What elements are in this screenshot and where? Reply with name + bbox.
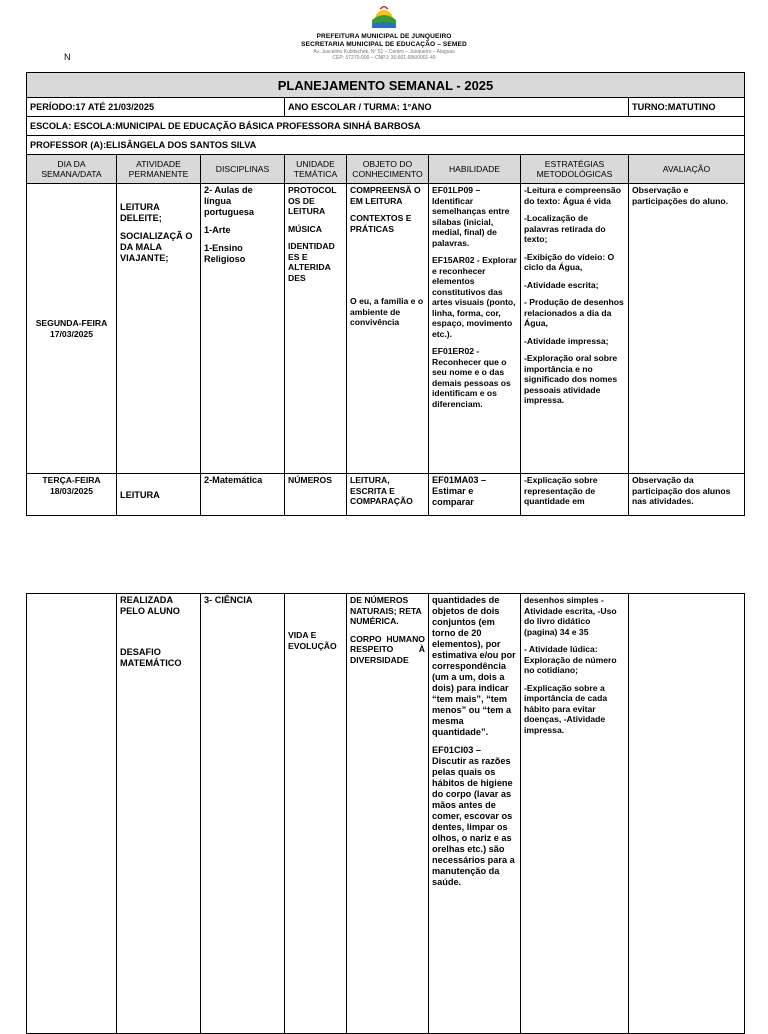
skill-item: EF01CI03 – Discutir as razões pelas quais os hábitos de higiene do corpo (lavar as mãos antes de comer, escovar os dentes, limpar os olhos, o nariz e as orelhas etc.) são necessários para a manutenção da saúde. [432,745,515,887]
day-cell: SEGUNDA-FEIRA 17/03/2025 [27,184,117,474]
strategy-item: -Leitura e compreensão do texto: Água é vida [524,185,621,206]
skill-cell [429,184,521,474]
evaluation-cell: Observação da participação dos alunos nas atividades. [629,474,745,516]
subject-item: 1-Arte [204,225,231,235]
activity-item: DESAFIO MATEMÁTICO [120,647,182,668]
table-row-continuation [27,594,745,1034]
object-item: DE NÚMEROS NATURAIS; RETA NUMÉRICA. [350,595,422,626]
col-strategies: ESTRATÉGIAS METODOLÓGICAS [521,155,629,184]
unit-item: PROTOCOL OS DE LEITURA [288,185,337,216]
day-cell [27,594,117,1034]
unit-cell: VIDA E EVOLUÇÃO [285,594,347,1034]
shift-cell: TURNO:MATUTINO [629,98,745,117]
skill-item: EF01ER02 - Reconhecer que o seu nome e o das demais pessoas os identificam e os diferenciam. [432,346,511,409]
weekly-plan-table [26,72,745,516]
col-unit: UNIDADE TEMÁTICA [285,155,347,184]
activity-cell: LEITURA [117,474,201,516]
col-activity: ATIVIDADE PERMANENTE [117,155,201,184]
subjects-cell [201,184,285,474]
object-item: CORPO HUMANO RESPEITO À DIVERSIDADE [350,633,425,665]
object-item: CONTEXTOS E PRÁTICAS [350,213,412,234]
col-object: OBJETO DO CONHECIMENTO [347,155,429,184]
evaluation-cell [629,594,745,1034]
object-cell: LEITURA, ESCRITA E COMPARAÇÃO [347,474,429,516]
object-item: O eu, a família e o ambiente de convivência [350,296,424,327]
period-cell: PERÍODO:17 ATÉ 21/03/2025 [27,98,285,117]
col-evaluation: AVALIAÇÃO [629,155,745,184]
activity-item: SOCIALIZAÇÃ O DA MALA VIAJANTE; [120,231,193,263]
strategy-item: - Produção de desenhos relacionados a dia da Água, [524,297,624,328]
col-subjects: DISCIPLINAS [201,155,285,184]
subjects-cell: 2-Matemática [201,474,285,516]
teacher-cell: PROFESSOR (A):ELISÂNGELA DOS SANTOS SILVA [27,136,745,155]
unit-item: MÚSICA [288,223,322,234]
day-cell: TERÇA-FEIRA 18/03/2025 [27,474,117,516]
page-mark: N [64,52,71,62]
col-day: DIA DA SEMANA/DATA [27,155,117,184]
strategy-item: -Exibição do vídeio: O ciclo da Água, [524,251,615,272]
strategies-cell [521,594,629,1034]
subjects-cell: 3- CIÊNCIA [201,594,285,1034]
skill-item: EF15AR02 - Explorar e reconhecer elementos constitutivos das artes visuais (ponto, linha, forma, cor, espaço, movimento etc.). [432,255,518,339]
table-row-monday [27,184,745,474]
skill-item: EF01LP09 – Identificar semelhanças entre sílabas (inicial, medial, final) de palavras. [432,185,510,248]
activity-cell [117,594,201,1034]
strategy-item: -Atividade impressa; [524,335,609,346]
col-skill: HABILIDADE [429,155,521,184]
activity-cell [117,184,201,474]
object-item: COMPREENSÃ O EM LEITURA [350,185,421,206]
letterhead [0,6,768,61]
municipal-crest-icon [368,6,400,32]
weekly-plan-table-continued [26,593,745,1034]
strategy-item: -Localização de palavras retirada do texto; [524,213,606,244]
header-cep: CEP: 57270-000 – CNPJ: 30.601.686/0001-49 [332,55,436,61]
subject-item: 1-Ensino Religioso [204,243,246,264]
skill-item: quantidades de objetos de dois conjuntos (em torno de 20 elementos), por estimativa e/ou por correspondência (um a um, dois a dois) para indicar “tem mais”, “tem menos” ou “tem a mesma quantidade”. [432,595,516,737]
header-line-2: SECRETARIA MUNICIPAL DE EDUCAÇÃO – SEMED [301,41,467,48]
unit-cell: NÚMEROS [285,474,347,516]
strategies-cell [521,184,629,474]
skill-cell: EF01MA03 – Estimar e comparar [429,474,521,516]
school-cell: ESCOLA: ESCOLA:MUNICIPAL DE EDUCAÇÃO BÁSICA PROFESSORA SINHÁ BARBOSA [27,117,745,136]
object-cell [347,594,429,1034]
strategy-item: desenhos simples -Atividade escrita, -Uso do livro didático (pagina) 34 e 35 [524,595,617,637]
unit-item: IDENTIDAD ES E ALTERIDA DES [288,241,335,283]
evaluation-cell: Observação e participações do aluno. [629,184,745,474]
strategy-item: -Explicação sobre a importância de cada hábito para evitar doenças, -Atividade impressa. [524,682,608,735]
table-row-tuesday [27,474,745,516]
strategy-item: -Exploração oral sobre importância e no significado dos nomes pessoais atividade impressa. [524,353,618,405]
object-cell [347,184,429,474]
skill-cell [429,594,521,1034]
strategies-cell: -Explicação sobre representação de quantidade em [521,474,629,516]
strategy-item: - Atividade lúdica: Exploração de número no cotidiano; [524,644,617,675]
header-address: Av. Juscelino Kubitschek, Nº 51 – Centro – Junqueiro – Alagoas [313,49,455,55]
activity-item: LEITURA DELEITE; [120,202,162,223]
plan-title: PLANEJAMENTO SEMANAL - 2025 [27,73,745,98]
unit-cell [285,184,347,474]
activity-item: REALIZADA PELO ALUNO [120,595,180,616]
column-header-row [27,155,745,184]
grade-cell: ANO ESCOLAR / TURMA: 1°ANO [285,98,629,117]
subject-item: 2- Aulas de língua portuguesa [204,185,255,217]
strategy-item: -Atividade escrita; [524,279,599,290]
header-line-1: PREFEITURA MUNICIPAL DE JUNQUEIRO [316,33,452,40]
